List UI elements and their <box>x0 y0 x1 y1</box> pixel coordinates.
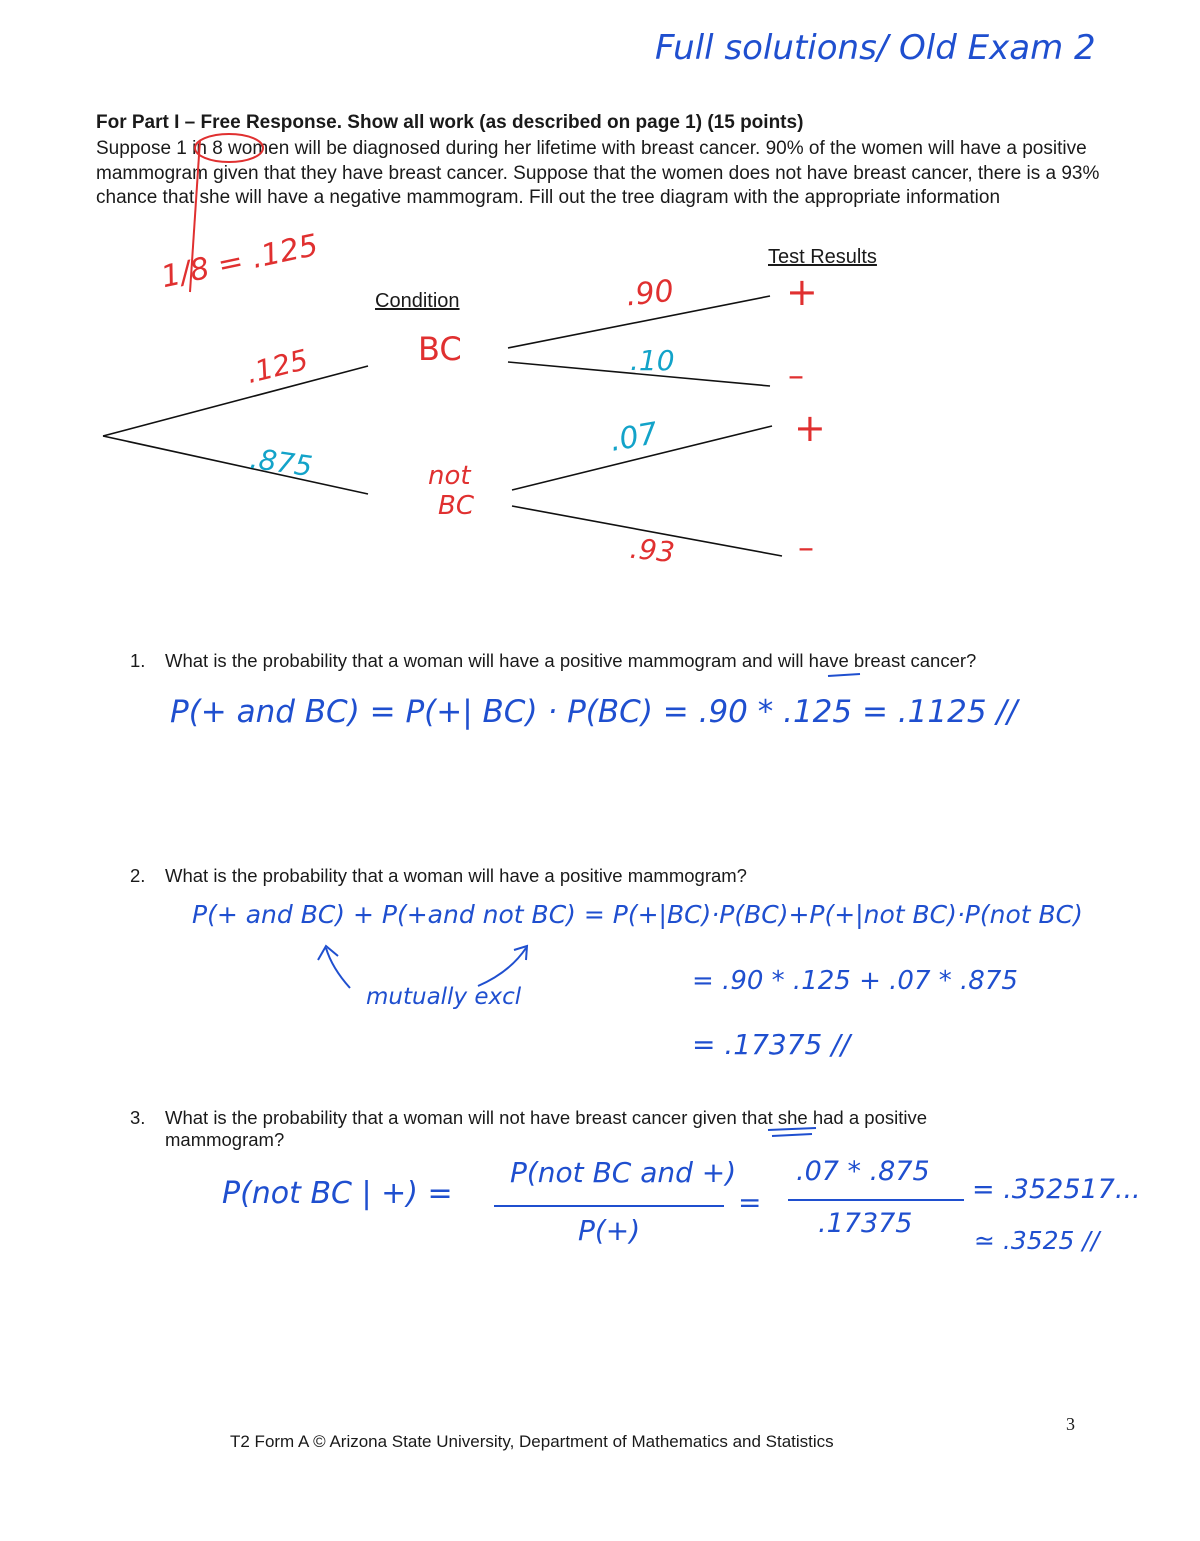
page-number: 3 <box>1066 1414 1075 1434</box>
result-plus-1: + <box>786 270 818 314</box>
branch-to-not-bc <box>103 436 368 494</box>
branch-to-bc <box>103 366 368 436</box>
result-plus-2: + <box>794 406 826 450</box>
question-text-end: that she had a positive <box>736 1107 928 1128</box>
question-2-work-line1: P(+ and BC) + P(+and not BC) = P(+|BC)·P(BC)+P(+|not BC)·P(not BC) <box>192 900 1083 929</box>
not-bc-node-label-line2: BC <box>438 491 474 521</box>
question-3 <box>130 1106 1130 1154</box>
question-text: What is the probability that a woman will not have breast cancer <box>165 1107 693 1128</box>
question-1-work: P(+ and BC) = P(+| BC) · P(BC) = .90 * .125 = .1125 // <box>170 694 1018 730</box>
prob-pos-given-not-bc-label: .07 <box>607 416 661 459</box>
prob-pos-given-bc-label: .90 <box>624 273 676 314</box>
prob-bc-label: .125 <box>242 342 312 391</box>
question-text: What is the probability that a woman will have a positive mammogram <box>165 650 742 671</box>
prob-neg-given-not-bc-label: .93 <box>628 531 677 570</box>
question-emphasis: given <box>692 1107 737 1128</box>
question-text-end: will have breast cancer? <box>772 650 977 671</box>
question-3-lhs: P(not BC | +) = <box>222 1176 453 1211</box>
condition-label: Condition <box>375 290 460 312</box>
part-heading: For Part I – Free Response. Show all work (as described on page 1) (15 points) <box>96 112 804 133</box>
question-text-line2: mammogram? <box>165 1129 285 1150</box>
question-number: 1. <box>130 650 146 671</box>
footer-text: T2 Form A © Arizona State University, Department of Mathematics and Statistics <box>230 1432 834 1451</box>
one-in-eight-annotation: 1/8 = .125 <box>158 227 322 296</box>
result-minus-2: – <box>798 528 814 566</box>
question-number: 3. <box>130 1107 146 1128</box>
question-3-denominator: P(+) <box>578 1214 641 1247</box>
bc-node-label: BC <box>418 330 462 368</box>
prob-not-bc-label: .875 <box>248 441 315 484</box>
question-3-result: = .352517... <box>972 1174 1141 1205</box>
test-results-label: Test Results <box>768 246 877 268</box>
question-3-numerator: P(not BC and +) <box>510 1156 737 1189</box>
result-minus-1: – <box>788 356 804 394</box>
question-emphasis: and <box>741 650 773 671</box>
question-3-den-value: .17375 <box>818 1208 913 1239</box>
one-in-eight-circle <box>195 134 263 162</box>
question-1 <box>130 649 1130 675</box>
mutually-excl-note: mutually excl <box>366 984 522 1010</box>
prob-neg-given-bc-label: .10 <box>630 344 675 377</box>
question-2 <box>130 864 1130 890</box>
not-bc-node-label-line1: not <box>428 461 471 491</box>
question-2-result: = .17375 // <box>692 1028 851 1061</box>
question-3-equals: = <box>738 1186 762 1219</box>
mutually-excl-arrow-right <box>478 946 527 986</box>
question-2-work-line2: = .90 * .125 + .07 * .875 <box>692 966 1018 996</box>
header-note: Full solutions/ Old Exam 2 <box>655 28 1096 68</box>
question-text: What is the probability that a woman will have a positive mammogram? <box>165 865 747 886</box>
mutually-excl-arrow-left <box>318 946 350 988</box>
problem-prompt: Suppose 1 in 8 women will be diagnosed during her lifetime with breast cancer. 90% of the women will have a positive mammogram given that they have breast cancer. Suppose that the women does not have breast cancer, there is a 93% chance that she will have a negative mammogram. Fill out the tree diagram with the appropriate information <box>96 138 1100 208</box>
question-number: 2. <box>130 865 146 886</box>
question-3-num-value: .07 * .875 <box>796 1156 930 1187</box>
question-3-approx: ≃ .3525 // <box>974 1226 1100 1255</box>
